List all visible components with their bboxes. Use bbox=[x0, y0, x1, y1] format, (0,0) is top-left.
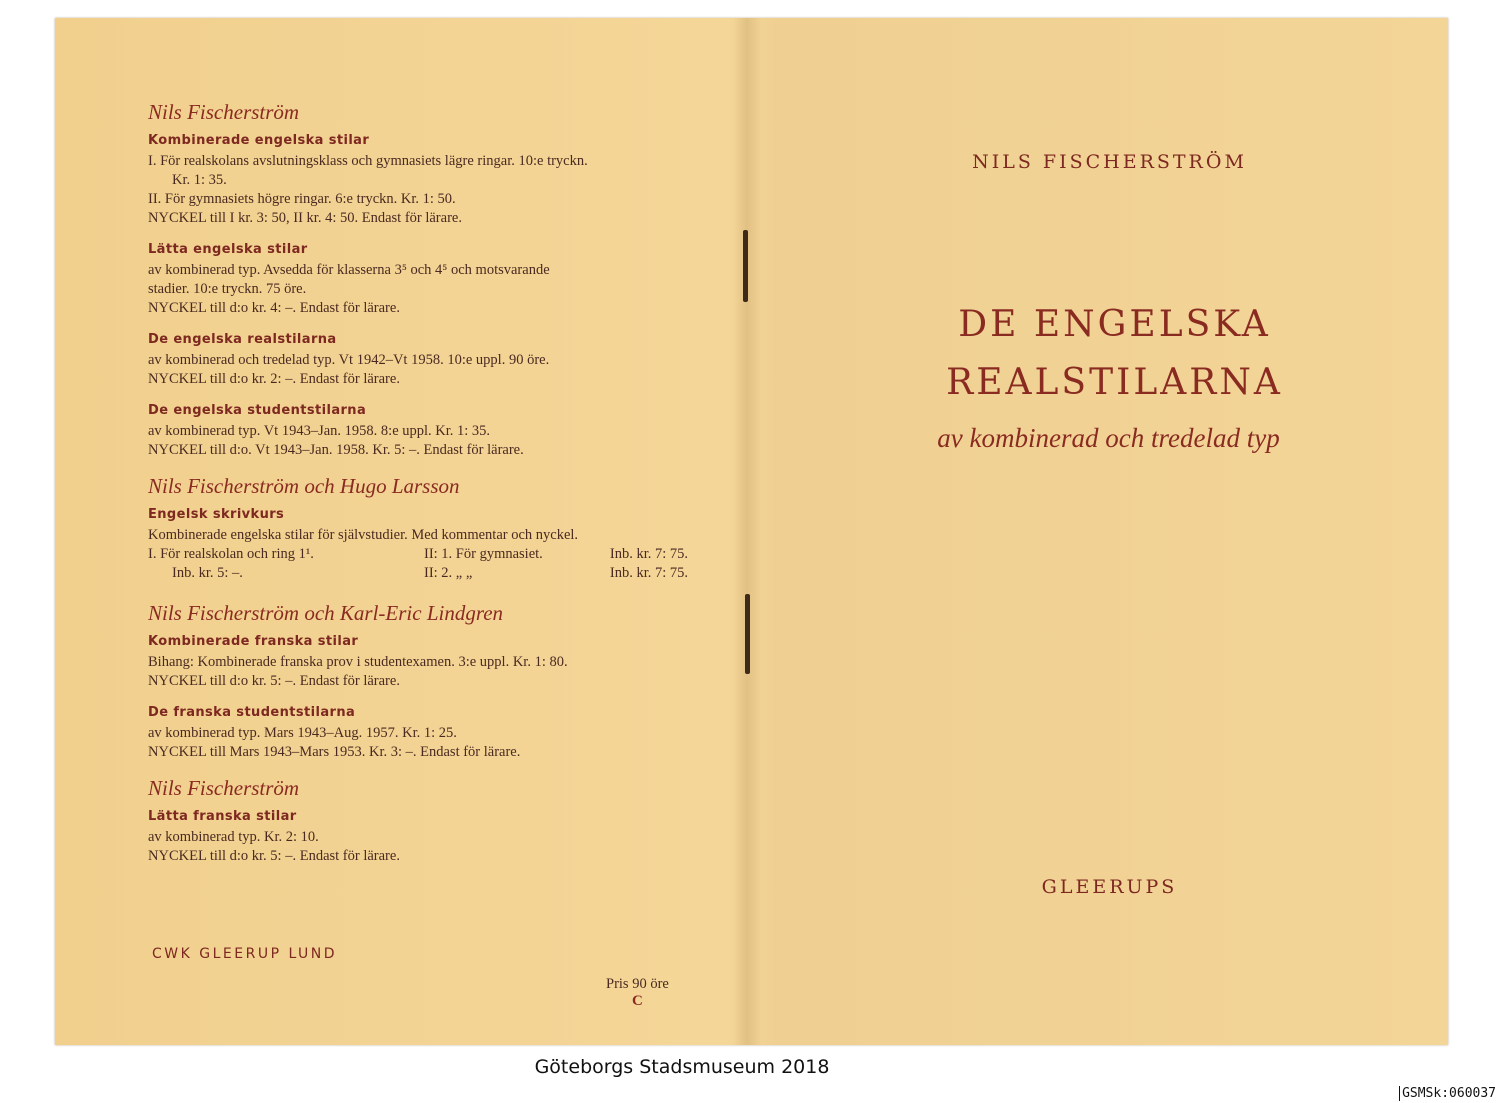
book-line: NYCKEL till d:o kr. 4: –. Endast för lärare. bbox=[148, 300, 400, 316]
book-line: NYCKEL till d:o kr. 2: –. Endast för lärare. bbox=[148, 371, 400, 387]
catalog-section-2 bbox=[148, 474, 688, 583]
price-label bbox=[606, 976, 669, 1010]
section-author: Nils Fischerström och Hugo Larsson bbox=[148, 474, 460, 498]
book-line: av kombinerad typ. Vt 1943–Jan. 1958. 8:e uppl. Kr. 1: 35. bbox=[148, 423, 491, 439]
front-title-line1: DE ENGELSKA bbox=[958, 304, 1271, 345]
book-title: De franska studentstilarna bbox=[148, 705, 356, 720]
catalog-id: GSMSk:060037 bbox=[1399, 1086, 1496, 1101]
grid-left bbox=[148, 545, 424, 583]
book-entry bbox=[148, 133, 688, 228]
book-title: Lätta franska stilar bbox=[148, 809, 297, 824]
book-entry bbox=[148, 634, 688, 691]
grid-left-line: I. För realskolan och ring 1¹. bbox=[148, 546, 314, 562]
booklet-spine bbox=[733, 18, 761, 1045]
book-title: Kombinerade engelska stilar bbox=[148, 133, 370, 148]
back-cover-catalog bbox=[148, 100, 688, 880]
book-entry bbox=[148, 332, 688, 389]
book-line: NYCKEL till d:o kr. 5: –. Endast för lärare. bbox=[148, 848, 400, 864]
grid-right-row bbox=[424, 545, 688, 564]
museum-caption: Göteborgs Stadsmuseum 2018 bbox=[534, 1056, 830, 1078]
book-entry bbox=[148, 403, 688, 460]
catalog-section-3 bbox=[148, 601, 688, 762]
section-author: Nils Fischerström och Karl-Eric Lindgren bbox=[148, 601, 504, 625]
front-author: NILS FISCHERSTRÖM bbox=[972, 151, 1247, 173]
book-entry bbox=[148, 809, 688, 866]
grid-right-price: Inb. kr. 7: 75. bbox=[609, 565, 688, 581]
price-text: Pris 90 öre bbox=[606, 976, 669, 992]
section-author: Nils Fischerström bbox=[148, 100, 300, 124]
book-line: Bihang: Kombinerade franska prov i studentexamen. 3:e uppl. Kr. 1: 80. bbox=[148, 654, 568, 670]
book-title: Lätta engelska stilar bbox=[148, 242, 308, 257]
book-line: stadier. 10:e tryckn. 75 öre. bbox=[148, 281, 307, 297]
front-subtitle: av kombinerad och tredelad typ bbox=[937, 423, 1280, 453]
front-title-line2: REALSTILARNA bbox=[946, 362, 1283, 403]
grid-right-row bbox=[424, 564, 688, 583]
price-mark: C bbox=[632, 993, 643, 1009]
book-title: Kombinerade franska stilar bbox=[148, 634, 359, 649]
book-line: av kombinerad typ. Avsedda för klasserna 3⁵ och 4⁵ och motsvarande bbox=[148, 262, 550, 278]
staple-bottom bbox=[745, 594, 750, 674]
book-title: De engelska realstilarna bbox=[148, 332, 337, 347]
book-line: NYCKEL till I kr. 3: 50, II kr. 4: 50. Endast för lärare. bbox=[148, 210, 462, 226]
section-author: Nils Fischerström bbox=[148, 776, 300, 800]
grid-right bbox=[424, 545, 688, 583]
book-line: NYCKEL till d:o kr. 5: –. Endast för lärare. bbox=[148, 673, 400, 689]
book-title: Engelsk skrivkurs bbox=[148, 507, 285, 522]
back-publisher: CWK GLEERUP LUND bbox=[152, 946, 338, 962]
front-publisher: GLEERUPS bbox=[1041, 876, 1178, 898]
catalog-section-4 bbox=[148, 776, 688, 866]
grid-right-price: Inb. kr. 7: 75. bbox=[609, 546, 688, 562]
book-line: I. För realskolans avslutningsklass och gymnasiets lägre ringar. 10:e tryckn. bbox=[148, 153, 588, 169]
front-title bbox=[761, 296, 1448, 412]
grid-right-label: II: 2. „ „ bbox=[424, 565, 473, 581]
book-line: Kr. 1: 35. bbox=[172, 172, 227, 188]
book-entry bbox=[148, 705, 688, 762]
staple-top bbox=[743, 230, 748, 302]
book-title: De engelska studentstilarna bbox=[148, 403, 367, 418]
book-line: NYCKEL till d:o. Vt 1943–Jan. 1958. Kr. 5: –. Endast för lärare. bbox=[148, 442, 524, 458]
catalog-section-1 bbox=[148, 100, 688, 460]
book-entry bbox=[148, 507, 688, 583]
grid-right-label: II: 1. För gymnasiet. bbox=[424, 546, 543, 562]
book-price-grid bbox=[148, 545, 688, 583]
book-line: av kombinerad och tredelad typ. Vt 1942–Vt 1958. 10:e uppl. 90 öre. bbox=[148, 352, 550, 368]
book-line: II. För gymnasiets högre ringar. 6:e tryckn. Kr. 1: 50. bbox=[148, 191, 456, 207]
book-line: av kombinerad typ. Mars 1943–Aug. 1957. Kr. 1: 25. bbox=[148, 725, 457, 741]
grid-left-line: Inb. kr. 5: –. bbox=[172, 565, 243, 581]
book-line: av kombinerad typ. Kr. 2: 10. bbox=[148, 829, 319, 845]
book-entry bbox=[148, 242, 688, 318]
book-line: Kombinerade engelska stilar för självstudier. Med kommentar och nyckel. bbox=[148, 527, 579, 543]
book-line: NYCKEL till Mars 1943–Mars 1953. Kr. 3: –. Endast för lärare. bbox=[148, 744, 521, 760]
front-cover bbox=[761, 18, 1448, 1045]
